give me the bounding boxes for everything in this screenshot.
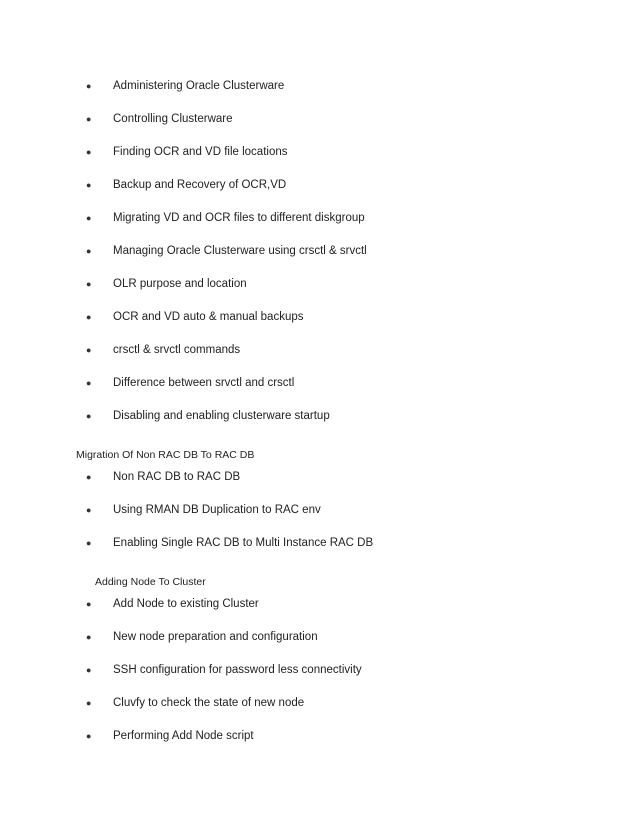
list-item-text: OCR and VD auto & manual backups <box>113 311 304 323</box>
bullet-icon: ● <box>86 632 92 642</box>
list-item-text: SSH configuration for password less connectivity <box>113 664 362 676</box>
list-item <box>86 694 304 712</box>
list-item <box>86 534 373 552</box>
list-item <box>86 628 318 646</box>
list-item <box>86 661 362 679</box>
list-item-text: Performing Add Node script <box>113 730 254 742</box>
bullet-icon: ● <box>86 665 92 675</box>
bullet-icon: ● <box>86 378 92 388</box>
list-item-text: Using RMAN DB Duplication to RAC env <box>113 504 321 516</box>
section-heading-adding-node: Adding Node To Cluster <box>95 576 206 588</box>
bullet-icon: ● <box>86 180 92 190</box>
bullet-icon: ● <box>86 312 92 322</box>
section-heading-migration: Migration Of Non RAC DB To RAC DB <box>76 449 255 461</box>
bullet-icon: ● <box>86 731 92 741</box>
bullet-icon: ● <box>86 81 92 91</box>
bullet-icon: ● <box>86 472 92 482</box>
list-item <box>86 374 294 392</box>
list-item-text: Non RAC DB to RAC DB <box>113 471 241 483</box>
list-item-text: Cluvfy to check the state of new node <box>113 697 305 709</box>
list-item <box>86 308 304 326</box>
list-item <box>86 242 367 260</box>
list-item <box>86 275 247 293</box>
list-item <box>86 209 365 227</box>
list-item-text: OLR purpose and location <box>113 278 247 290</box>
list-item <box>86 77 284 95</box>
list-item-text: Finding OCR and VD file locations <box>113 146 288 158</box>
list-item <box>86 468 240 486</box>
list-item <box>86 341 240 359</box>
list-item-text: Managing Oracle Clusterware using crsctl & srvctl <box>113 245 367 257</box>
bullet-icon: ● <box>86 505 92 515</box>
bullet-icon: ● <box>86 246 92 256</box>
list-item-text: Add Node to existing Cluster <box>113 598 259 610</box>
list-item <box>86 727 254 745</box>
list-item-text: Disabling and enabling clusterware startup <box>113 410 330 422</box>
bullet-icon: ● <box>86 279 92 289</box>
list-item <box>86 143 288 161</box>
list-item-text: Difference between srvctl and crsctl <box>113 377 295 389</box>
bullet-icon: ● <box>86 599 92 609</box>
list-item <box>86 110 233 128</box>
list-item-text: crsctl & srvctl commands <box>113 344 241 356</box>
list-item-text: Administering Oracle Clusterware <box>113 80 285 92</box>
bullet-icon: ● <box>86 538 92 548</box>
bullet-icon: ● <box>86 213 92 223</box>
bullet-icon: ● <box>86 345 92 355</box>
list-item-text: Enabling Single RAC DB to Multi Instance RAC DB <box>113 537 374 549</box>
list-item <box>86 176 286 194</box>
bullet-icon: ● <box>86 698 92 708</box>
list-item <box>86 595 259 613</box>
list-item-text: Migrating VD and OCR files to different diskgroup <box>113 212 365 224</box>
bullet-icon: ● <box>86 411 92 421</box>
list-item <box>86 501 321 519</box>
list-item-text: Controlling Clusterware <box>113 113 233 125</box>
bullet-icon: ● <box>86 147 92 157</box>
list-item <box>86 407 330 425</box>
bullet-icon: ● <box>86 114 92 124</box>
list-item-text: Backup and Recovery of OCR,VD <box>113 179 287 191</box>
list-item-text: New node preparation and configuration <box>113 631 318 643</box>
